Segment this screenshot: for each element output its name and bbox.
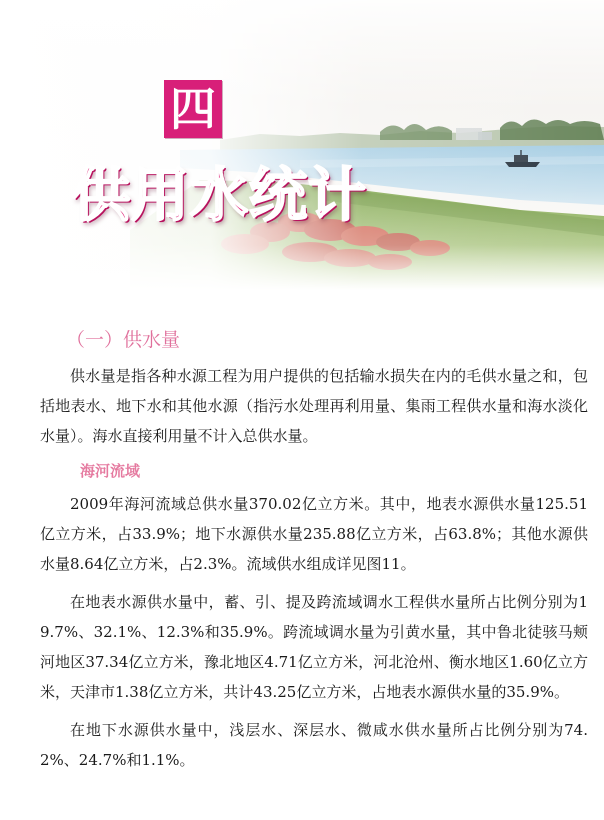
paragraph-surface-water: 在地表水源供水量中，蓄、引、提及跨流域调水工程供水量所占比例分别为19.7%、32.1%、12.3%和35.9%。跨流域调水量为引黄水量，其中鲁北徒骇马颊河地区37.34亿立方米，豫北地区4.71亿立方米，河北沧州、衡水地区1.60亿立方米，天津市1.38亿立方米，共计43.25亿立方米，占地表水源供水量的35.9%。 bbox=[40, 593, 588, 701]
intro-paragraph: 供水量是指各种水源工程为用户提供的包括输水损失在内的毛供水量之和，包括地表水、地下水和其他水源（指污水处理再利用量、集雨工程供水量和海水淡化水量）。海水直接利用量不计入总供水量。 bbox=[40, 367, 588, 445]
chapter-number: 四 bbox=[164, 80, 222, 138]
paragraph-groundwater: 在地下水源供水量中，浅层水、深层水、微咸水供水量所占比例分别为74.2%、24.7%和1.1%。 bbox=[40, 721, 588, 769]
chapter-title: 供用水统计 bbox=[72, 161, 368, 229]
paragraph-supply-total: 2009年海河流域总供水量370.02亿立方米。其中，地表水源供水量125.51亿立方米，占33.9%；地下水源供水量235.88亿立方米，占63.8%；其他水源供水量8.64亿立方米，占2.3%。流域供水组成详见图11。 bbox=[40, 495, 588, 573]
page-content bbox=[40, 325, 588, 783]
chapter-banner bbox=[0, 0, 604, 290]
section-heading: （一）供水量 bbox=[66, 329, 181, 351]
banner-photo bbox=[0, 0, 604, 290]
subsection-heading: 海河流域 bbox=[80, 462, 141, 480]
